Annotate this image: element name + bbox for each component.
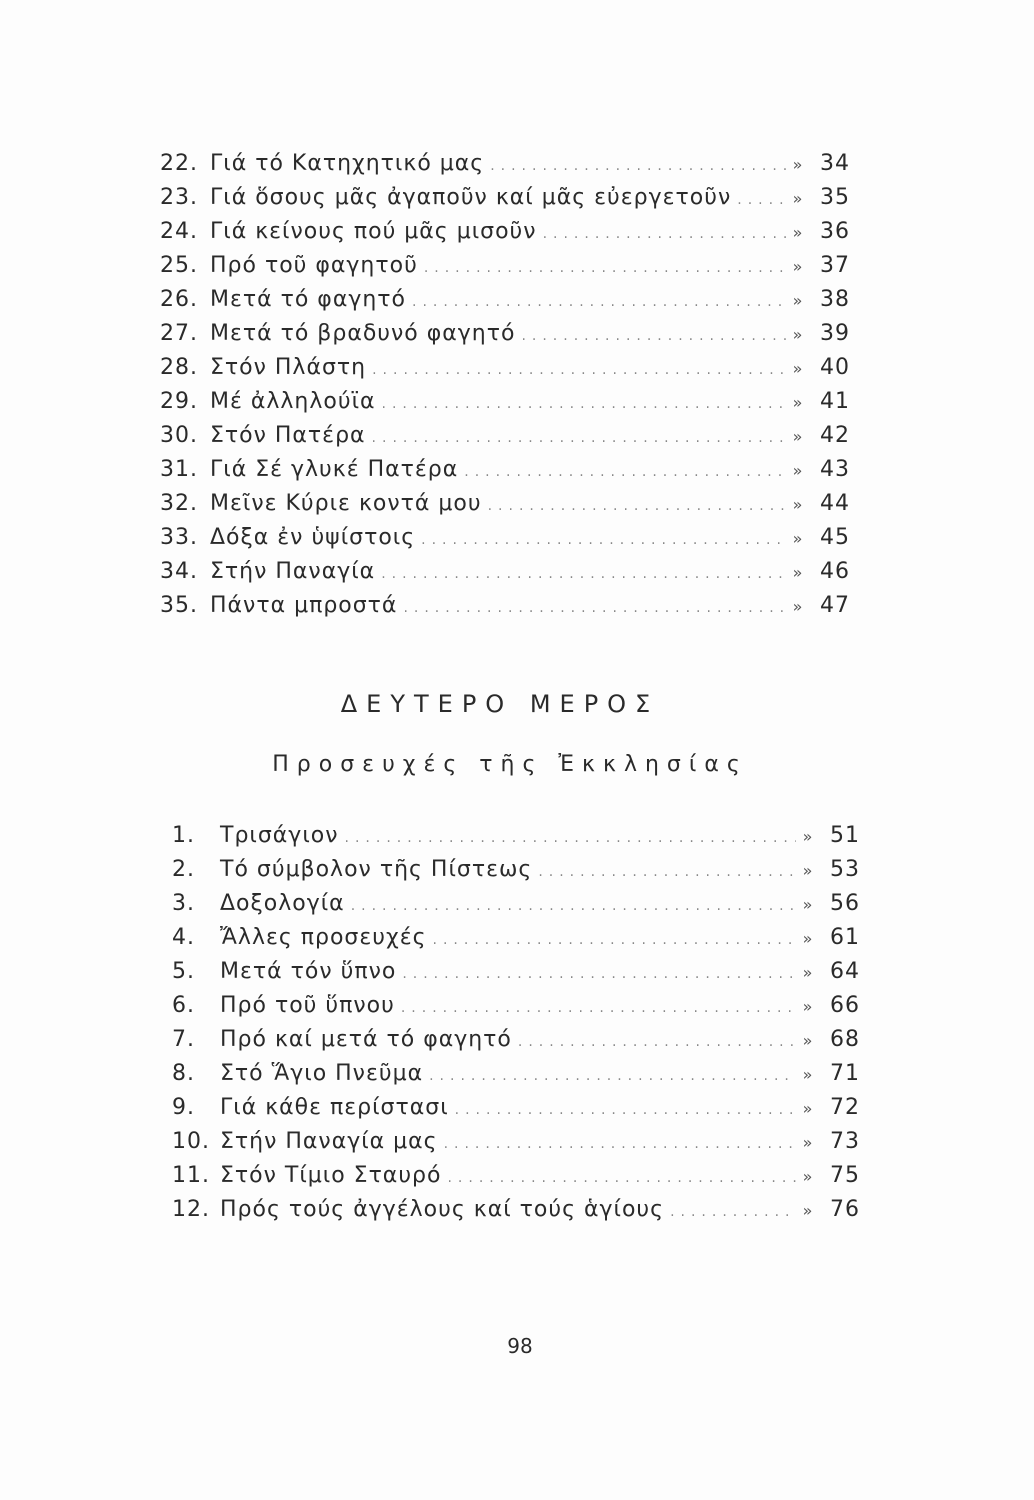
page-number: 98 xyxy=(507,1334,533,1358)
toc-entry-number: 27. xyxy=(160,321,198,346)
toc-entry-page: 76 xyxy=(830,1197,860,1222)
toc-entry-number: 32. xyxy=(160,491,198,516)
toc-leader-dots xyxy=(375,558,786,590)
toc-entry-title: Δοξολογία xyxy=(220,891,345,916)
toc-entry-title: Γιά κείνους πού μᾶς μισοῦν xyxy=(210,219,537,244)
toc-entry-number: 25. xyxy=(160,253,198,278)
toc-entry-page: 64 xyxy=(830,959,860,984)
toc-ditto-mark: » xyxy=(792,563,804,582)
toc-entry-number: 11. xyxy=(172,1163,210,1188)
toc-entry xyxy=(172,1126,860,1158)
toc-entry-title: Μετά τόν ὕπνο xyxy=(220,959,397,984)
toc-entry-title: Μετά τό βραδυνό φαγητό xyxy=(210,321,516,346)
toc-leader-dots xyxy=(482,490,786,522)
toc-ditto-mark: » xyxy=(802,827,814,846)
toc-ditto-mark: » xyxy=(792,427,804,446)
toc-ditto-mark: » xyxy=(802,1167,814,1186)
toc-entry-page: 66 xyxy=(830,993,860,1018)
toc-leader-dots xyxy=(441,1162,796,1194)
toc-entry-page: 36 xyxy=(820,219,850,244)
toc-entry-number: 10. xyxy=(172,1129,210,1154)
toc-entry-number: 12. xyxy=(172,1197,210,1222)
toc-ditto-mark: » xyxy=(792,257,804,276)
toc-entry-page: 38 xyxy=(820,287,850,312)
toc-entry-number: 4. xyxy=(172,925,195,950)
toc-entry-page: 35 xyxy=(820,185,850,210)
toc-entry-number: 30. xyxy=(160,423,198,448)
toc-entry xyxy=(160,148,850,180)
toc-entry xyxy=(160,352,850,384)
toc-ditto-mark: » xyxy=(792,189,804,208)
toc-ditto-mark: » xyxy=(792,359,804,378)
toc-leader-dots xyxy=(664,1196,796,1228)
toc-entry-title: Στήν Παναγία μας xyxy=(220,1129,438,1154)
toc-entry xyxy=(160,420,850,452)
toc-ditto-mark: » xyxy=(792,223,804,242)
toc-leader-dots xyxy=(427,924,796,956)
toc-entry-title: Γιά κάθε περίστασι xyxy=(220,1095,449,1120)
toc-entry-title: Στόν Πλάστη xyxy=(210,355,367,380)
toc-entry-title: Στόν Τίμιο Σταυρό xyxy=(220,1163,442,1188)
toc-leader-dots xyxy=(449,1094,796,1126)
toc-entry xyxy=(172,1024,860,1056)
toc-entry-title: Γιά ὅσους μᾶς ἀγαποῦν καί μᾶς εὐεργετοῦν xyxy=(210,185,732,210)
toc-entry-title: Πρός τούς ἀγγέλους καί τούς ἁγίους xyxy=(220,1197,665,1222)
toc-ditto-mark: » xyxy=(792,495,804,514)
toc-entry-page: 53 xyxy=(830,857,860,882)
toc-entry xyxy=(160,522,850,554)
toc-ditto-mark: » xyxy=(792,461,804,480)
toc-entry-page: 61 xyxy=(830,925,860,950)
toc-leader-dots xyxy=(458,456,786,488)
toc-leader-dots xyxy=(512,1026,796,1058)
toc-leader-dots xyxy=(406,286,786,318)
toc-entry xyxy=(172,1194,860,1226)
toc-entry xyxy=(172,1058,860,1090)
toc-leader-dots xyxy=(731,184,786,216)
toc-entry-page: 73 xyxy=(830,1129,860,1154)
toc-entry xyxy=(172,990,860,1022)
toc-ditto-mark: » xyxy=(792,393,804,412)
toc-entry-page: 68 xyxy=(830,1027,860,1052)
toc-entry xyxy=(160,216,850,248)
toc-entry xyxy=(172,956,860,988)
toc-leader-dots xyxy=(415,524,786,556)
toc-ditto-mark: » xyxy=(802,929,814,948)
toc-entry-number: 29. xyxy=(160,389,198,414)
toc-entry xyxy=(160,182,850,214)
toc-entry xyxy=(160,318,850,350)
toc-ditto-mark: » xyxy=(792,155,804,174)
toc-entry-title: Μεῖνε Κύριε κοντά μου xyxy=(210,491,482,516)
toc-leader-dots xyxy=(397,592,786,624)
toc-entry-title: Μέ ἀλληλούϊα xyxy=(210,389,376,414)
toc-entry-title: Γιά Σέ γλυκέ Πατέρα xyxy=(210,457,459,482)
toc-ditto-mark: » xyxy=(802,963,814,982)
toc-entry-title: Στήν Παναγία xyxy=(210,559,376,584)
toc-entry xyxy=(160,454,850,486)
toc-leader-dots xyxy=(366,422,786,454)
toc-ditto-mark: » xyxy=(802,1201,814,1220)
toc-entry xyxy=(172,888,860,920)
toc-leader-dots xyxy=(339,822,796,854)
toc-entry-page: 71 xyxy=(830,1061,860,1086)
toc-entry-title: Τρισάγιον xyxy=(220,823,339,848)
toc-entry-page: 43 xyxy=(820,457,850,482)
toc-entry-number: 22. xyxy=(160,151,198,176)
toc-entry xyxy=(172,1092,860,1124)
toc-ditto-mark: » xyxy=(802,895,814,914)
toc-entry xyxy=(160,386,850,418)
toc-entry xyxy=(160,284,850,316)
toc-entry-number: 24. xyxy=(160,219,198,244)
toc-entry-page: 56 xyxy=(830,891,860,916)
toc-entry-number: 8. xyxy=(172,1061,195,1086)
toc-leader-dots xyxy=(484,150,786,182)
toc-entry-title: Πρό τοῦ ὕπνου xyxy=(220,993,395,1018)
toc-entry-title: Στόν Πατέρα xyxy=(210,423,366,448)
toc-entry-number: 2. xyxy=(172,857,195,882)
toc-entry-page: 51 xyxy=(830,823,860,848)
toc-entry-page: 37 xyxy=(820,253,850,278)
toc-entry-page: 34 xyxy=(820,151,850,176)
toc-entry-title: Πάντα μπροστά xyxy=(210,593,398,618)
toc-entry-number: 3. xyxy=(172,891,195,916)
toc-ditto-mark: » xyxy=(802,1031,814,1050)
toc-entry-page: 42 xyxy=(820,423,850,448)
toc-ditto-mark: » xyxy=(792,597,804,616)
toc-entry-number: 9. xyxy=(172,1095,195,1120)
toc-entry-page: 75 xyxy=(830,1163,860,1188)
toc-ditto-mark: » xyxy=(792,529,804,548)
toc-entry xyxy=(172,820,860,852)
toc-entry-number: 26. xyxy=(160,287,198,312)
toc-entry xyxy=(160,488,850,520)
toc-entry-title: Πρό τοῦ φαγητοῦ xyxy=(210,253,418,278)
toc-leader-dots xyxy=(423,1060,796,1092)
toc-entry-title: Στό Ἅγιο Πνεῦμα xyxy=(220,1061,424,1086)
toc-entry-page: 44 xyxy=(820,491,850,516)
toc-leader-dots xyxy=(395,992,796,1024)
toc-entry xyxy=(172,854,860,886)
toc-ditto-mark: » xyxy=(792,325,804,344)
toc-entry-page: 46 xyxy=(820,559,850,584)
toc-leader-dots xyxy=(376,388,786,420)
toc-ditto-mark: » xyxy=(802,997,814,1016)
toc-entry-page: 72 xyxy=(830,1095,860,1120)
toc-entry-page: 39 xyxy=(820,321,850,346)
toc-entry xyxy=(172,922,860,954)
toc-entry xyxy=(172,1160,860,1192)
toc-entry-number: 35. xyxy=(160,593,198,618)
toc-leader-dots xyxy=(366,354,786,386)
toc-entry xyxy=(160,556,850,588)
toc-entry-number: 33. xyxy=(160,525,198,550)
toc-entry-title: Τό σύμβολον τῆς Πίστεως xyxy=(220,857,533,882)
toc-entry-page: 45 xyxy=(820,525,850,550)
section-heading: ΔΕΥΤΕΡΟ ΜΕΡΟΣ xyxy=(340,690,660,718)
toc-entry-page: 40 xyxy=(820,355,850,380)
toc-entry-page: 41 xyxy=(820,389,850,414)
toc-leader-dots xyxy=(345,890,796,922)
toc-ditto-mark: » xyxy=(802,1099,814,1118)
toc-ditto-mark: » xyxy=(802,1133,814,1152)
toc-leader-dots xyxy=(418,252,786,284)
toc-entry-title: Γιά τό Κατηχητικό μας xyxy=(210,151,485,176)
toc-ditto-mark: » xyxy=(792,291,804,310)
toc-entry-number: 7. xyxy=(172,1027,195,1052)
toc-entry-number: 31. xyxy=(160,457,198,482)
toc-entry xyxy=(160,250,850,282)
toc-entry xyxy=(160,590,850,622)
toc-ditto-mark: » xyxy=(802,1065,814,1084)
toc-leader-dots xyxy=(438,1128,796,1160)
toc-leader-dots xyxy=(537,218,786,250)
section-subheading: Προσευχές τῆς Ἐκκλησίας xyxy=(272,752,748,777)
toc-entry-title: Πρό καί μετά τό φαγητό xyxy=(220,1027,512,1052)
toc-leader-dots xyxy=(396,958,796,990)
toc-leader-dots xyxy=(532,856,796,888)
toc-entry-title: Μετά τό φαγητό xyxy=(210,287,406,312)
toc-ditto-mark: » xyxy=(802,861,814,880)
toc-entry-title: Δόξα ἐν ὑψίστοις xyxy=(210,525,416,550)
toc-entry-number: 34. xyxy=(160,559,198,584)
toc-entry-title: Ἄλλες προσευχές xyxy=(220,925,427,950)
toc-entry-page: 47 xyxy=(820,593,850,618)
toc-entry-number: 6. xyxy=(172,993,195,1018)
toc-leader-dots xyxy=(515,320,786,352)
toc-entry-number: 5. xyxy=(172,959,195,984)
toc-entry-number: 28. xyxy=(160,355,198,380)
toc-entry-number: 23. xyxy=(160,185,198,210)
toc-entry-number: 1. xyxy=(172,823,195,848)
